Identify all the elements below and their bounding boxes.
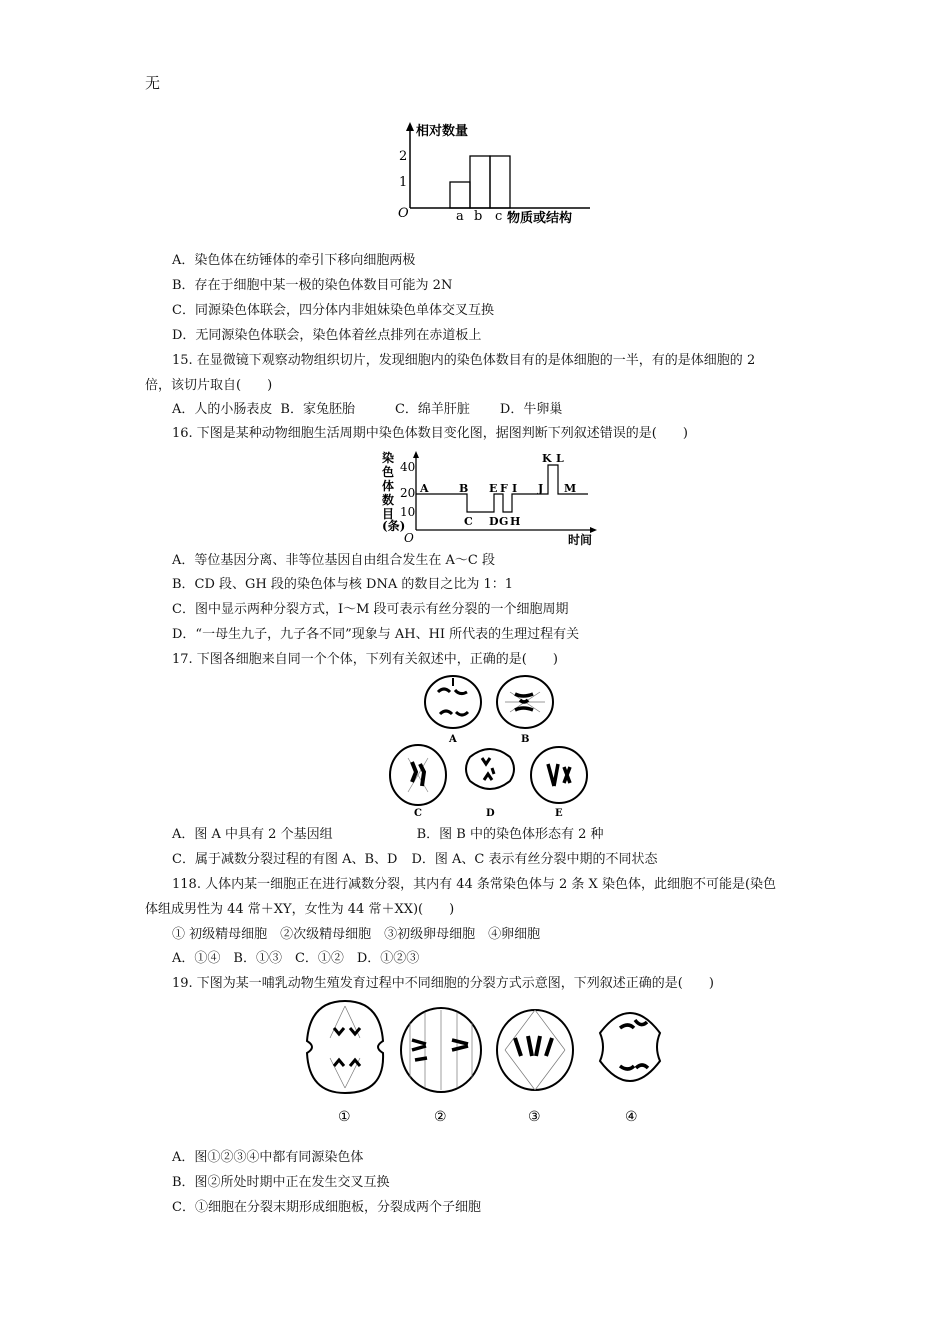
page-header: 无 [145, 74, 161, 92]
chart2-point-G: G [499, 515, 509, 528]
q16-option-d: D．“一母生九子，九子各不同”现象与 AH、HI 所代表的生理过程有关 [172, 627, 580, 642]
q19-cell-3 [497, 1010, 573, 1125]
q15-option-b: B．家兔胚胎 [280, 402, 355, 417]
q19-option-b: B．图②所处时期中正在发生交叉互换 [172, 1175, 390, 1190]
chart2-xlabel: 时间 [568, 533, 593, 547]
q17-option-b: B．图 B 中的染色体形态有 2 种 [416, 827, 604, 842]
q16-stem: 16. 下图是某种动物细胞生活周期中染色体数目变化图，据图判断下列叙述错误的是( ) [172, 426, 688, 441]
chart2-point-M: M [564, 482, 577, 495]
q15-options [172, 401, 562, 419]
q17-cell-figures [360, 672, 610, 820]
chart1-ytick-2: 2 [399, 149, 408, 164]
chart2-origin: O [404, 531, 414, 545]
chart1-bars [450, 156, 510, 208]
q15-option-d: D．牛卵巢 [499, 402, 563, 417]
chart2-ytick-10: 10 [400, 505, 416, 519]
chart2-ytick-40: 40 [400, 460, 416, 474]
chart2-point-F: F [500, 482, 508, 495]
chart1-bar-b [470, 156, 490, 208]
relative-quantity-chart [395, 118, 595, 233]
chromosome-number-chart [378, 450, 598, 547]
cell-D-figure [466, 749, 514, 819]
q19-option-a: A．图①②③④中都有同源染色体 [172, 1150, 364, 1165]
q19-option-c: C．①细胞在分裂末期形成细胞板，分裂成两个子细胞 [172, 1200, 481, 1215]
cell-B-label: B [521, 734, 530, 745]
q17-options-row1 [172, 826, 604, 844]
chart1-bar-a [450, 182, 470, 208]
q18-options: A．①④ B．①③ C．①② D．①②③ [172, 951, 420, 966]
cell-E-figure [531, 747, 587, 819]
q14-option-c: C．同源染色体联会，四分体内非姐妹染色单体交叉互换 [172, 303, 494, 318]
q14-option-a: A．染色体在纺锤体的牵引下移向细胞两极 [172, 253, 416, 268]
chart1-xcat-b: b [474, 209, 483, 224]
chart2-point-J: J [538, 482, 544, 495]
chart1-xcat-c: c [495, 209, 503, 224]
cell-E-label: E [555, 808, 563, 819]
chart2-point-C: C [464, 515, 473, 528]
q17-option-a: A．图 A 中具有 2 个基因组 [172, 827, 333, 842]
q17-stem: 17. 下图各细胞来自同一个个体，下列有关叙述中，正确的是( ) [172, 652, 558, 667]
q14-option-d: D．无同源染色体联会，染色体着丝点排列在赤道板上 [172, 328, 482, 343]
chart2-point-B: B [459, 482, 469, 495]
q19-label-3: ③ [528, 1109, 541, 1125]
q16-option-a: A．等位基因分离、非等位基因自由组合发生在 A～C 段 [172, 553, 495, 568]
cell-D-label: D [486, 808, 495, 819]
chart2-point-D: D [489, 515, 499, 528]
chart1-ylabel: 相对数量 [416, 124, 469, 139]
q15-option-c: C．绵羊肝脏 [394, 402, 470, 417]
q19-label-4: ④ [625, 1109, 638, 1125]
chart1-xcat-a: a [456, 209, 464, 224]
q15-option-a: A．人的小肠表皮 [172, 402, 273, 417]
chart1-xlabel: 物质或结构 [507, 211, 573, 226]
q17-options-row2 [172, 851, 657, 869]
chart1-bar-c [490, 156, 510, 208]
chart2-point-A: A [420, 482, 429, 495]
chart2-point-E: E [489, 482, 498, 495]
q19-stem: 19. 下图为某一哺乳动物生殖发育过程中不同细胞的分裂方式示意图，下列叙述正确的是( ) [172, 976, 714, 991]
cell-C-figure [390, 745, 446, 819]
q15-stem-line1: 15. 在显微镜下观察动物组织切片，发现细胞内的染色体数目有的是体细胞的一半，有的是体细胞的 2 [172, 353, 756, 368]
chart1-origin: O [398, 206, 409, 221]
q16-option-b: B．CD 段、GH 段的染色体与核 DNA 的数目之比为 1：1 [172, 577, 514, 592]
chart2-point-H: H [510, 515, 521, 528]
chart2-point-K: K [542, 452, 552, 465]
q19-label-1: ① [338, 1109, 351, 1125]
chart2-point-I: I [512, 482, 518, 495]
chart1-ytick-1: 1 [399, 175, 408, 190]
q19-cell-1 [307, 1001, 383, 1125]
cell-A-figure [425, 676, 481, 745]
cell-C-label: C [414, 808, 422, 819]
q19-cell-figures [300, 998, 680, 1128]
cell-B-figure [497, 676, 553, 745]
q19-cell-4 [600, 1013, 660, 1125]
q15-stem-line2: 倍，该切片取自( ) [145, 378, 273, 393]
q16-option-c: C．图中显示两种分裂方式，I～M 段可表示有丝分裂的一个细胞周期 [172, 602, 569, 617]
q18-items: ① 初级精母细胞 ②次级精母细胞 ③初级卵母细胞 ④卵细胞 [172, 927, 541, 942]
q19-cell-2 [401, 1008, 481, 1125]
chart2-ytick-20: 20 [400, 486, 416, 500]
q18-stem-line1: 118. 人体内某一细胞正在进行减数分裂，其内有 44 条常染色体与 2 条 X 染色体，此细胞不可能是(染色 [172, 877, 777, 892]
q14-option-b: B．存在于细胞中某一极的染色体数目可能为 2N [172, 278, 453, 293]
chart2-ylabel: 染色体数目(条) [382, 451, 406, 533]
q17-option-d: D．图 A、C 表示有丝分裂中期的不同状态 [411, 852, 658, 867]
q19-label-2: ② [434, 1109, 447, 1125]
q18-stem-line2: 体组成男性为 44 常＋XY，女性为 44 常＋XX)( ) [145, 902, 455, 917]
cell-A-label: A [449, 734, 457, 745]
chart2-point-L: L [556, 452, 564, 465]
q17-option-c: C．属于减数分裂过程的有图 A、B、D [172, 852, 398, 867]
